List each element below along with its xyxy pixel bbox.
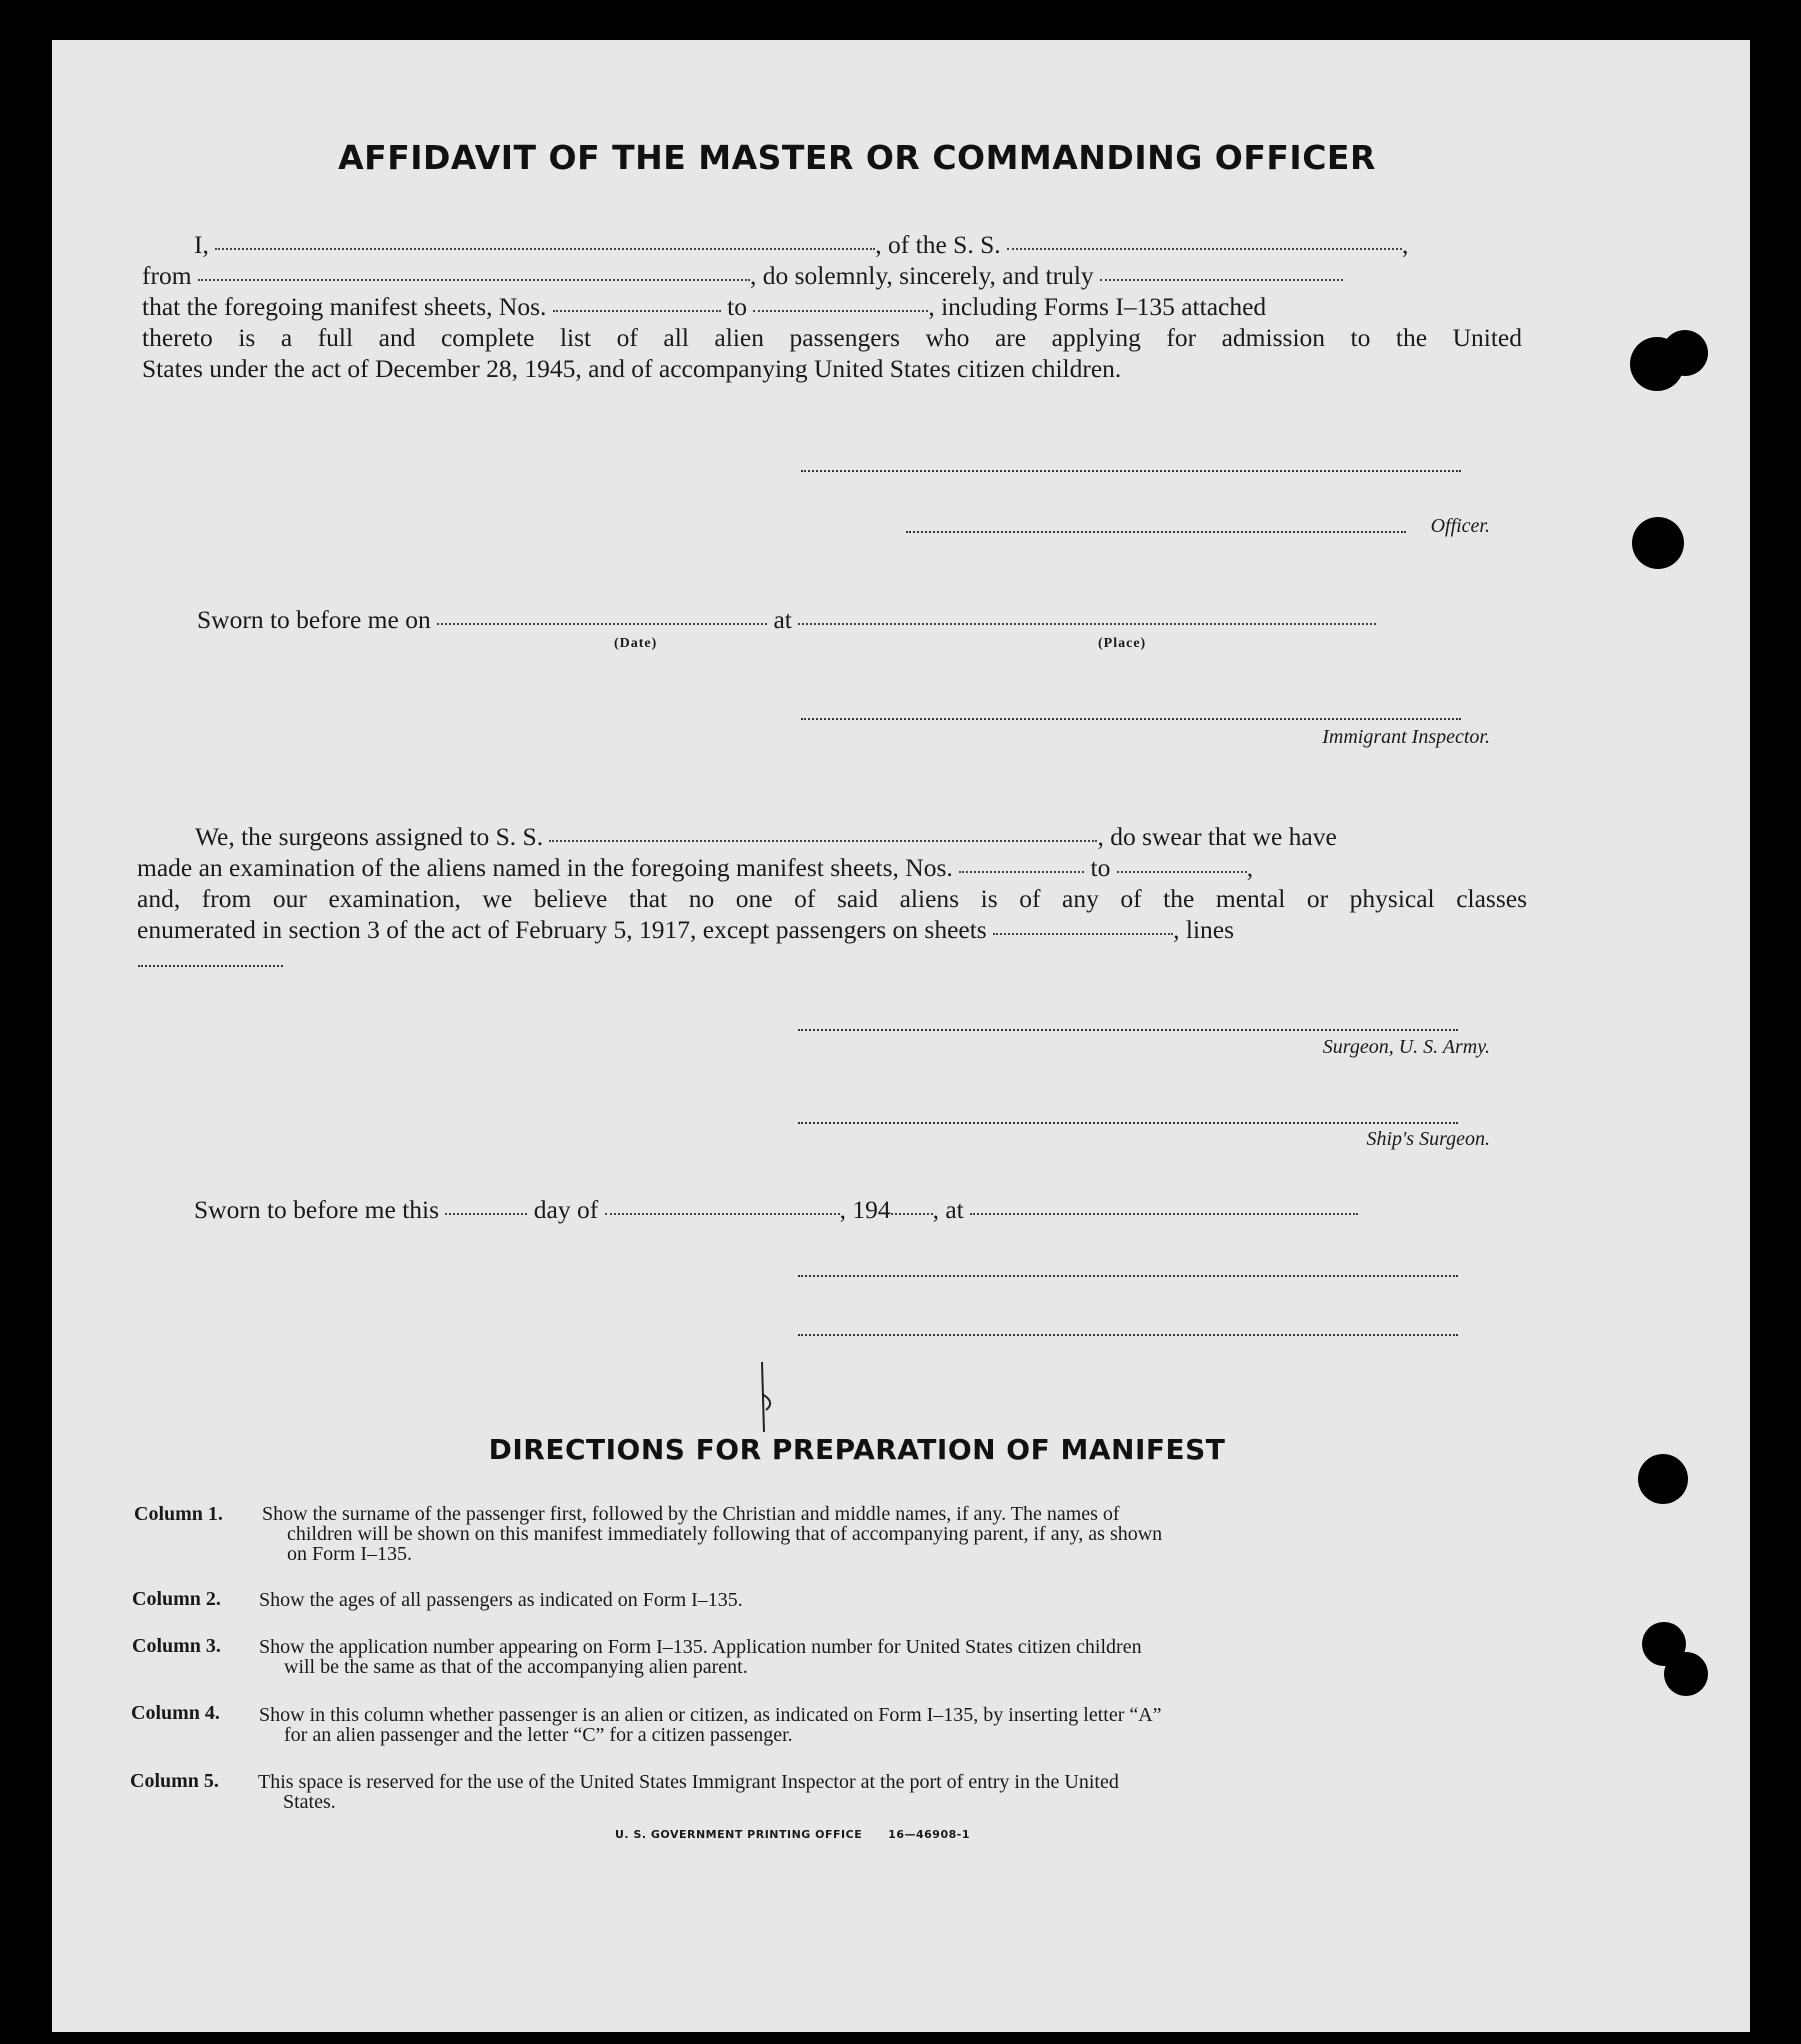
- place-caption: (Place): [1098, 636, 1147, 651]
- sworn-date-field[interactable]: [437, 623, 767, 625]
- sworn-month-field[interactable]: [605, 1213, 840, 1215]
- sworn-place-field-2[interactable]: [970, 1213, 1358, 1215]
- sheets-to-field[interactable]: [753, 310, 928, 312]
- officer-label: Officer.: [1430, 515, 1490, 537]
- affidavit-line-2: from , do solemnly, sincerely, and truly: [142, 260, 1522, 291]
- affidavit-line-5: States under the act of December 28, 1945, and of accompanying United States citizen children.: [142, 354, 1122, 383]
- truly-field[interactable]: [1100, 279, 1343, 281]
- sworn-day-field[interactable]: [445, 1213, 527, 1215]
- surgeon-ship-field[interactable]: [549, 840, 1097, 842]
- surgeon-sheets-from-field[interactable]: [959, 871, 1084, 873]
- sworn-line-1: Sworn to before me on at: [197, 604, 1517, 635]
- column-5-label: Column 5.: [130, 1770, 219, 1792]
- army-surgeon-signature-line[interactable]: [798, 1029, 1458, 1031]
- column-2-label: Column 2.: [132, 1588, 221, 1610]
- punch-hole: [1664, 1652, 1708, 1696]
- surgeons-line-1: We, the surgeons assigned to S. S. , do swear that we have: [195, 822, 1337, 851]
- ship-surgeon-label: Ship's Surgeon.: [1366, 1128, 1490, 1150]
- date-caption: (Date): [614, 636, 658, 651]
- sworn-place-field[interactable]: [798, 623, 1376, 625]
- affidavit-line-1: I, , of the S. S. ,: [194, 230, 1409, 259]
- name-field[interactable]: [215, 248, 875, 250]
- except-lines-field[interactable]: [138, 965, 283, 967]
- surgeons-line-4: enumerated in section 3 of the act of February 5, 1917, except passengers on sheets , lines: [137, 915, 1235, 944]
- printing-office-footer: U. S. GOVERNMENT PRINTING OFFICE 16—46908-1: [615, 1828, 970, 1841]
- inspector-signature-line[interactable]: [801, 718, 1461, 720]
- column-2-text: Show the ages of all passengers as indicated on Form I–135.: [259, 1589, 743, 1611]
- inspector-label: Immigrant Inspector.: [1322, 726, 1490, 748]
- punch-hole: [1662, 330, 1708, 376]
- surgeons-line-3: and, from our examination, we believe that no one of said aliens is of any of the mental or physical classes: [137, 884, 1527, 913]
- officer-signature-line[interactable]: [801, 470, 1461, 472]
- except-sheets-field[interactable]: [993, 933, 1173, 935]
- sheets-from-field[interactable]: [553, 310, 721, 312]
- column-5-text: This space is reserved for the use of the United States Immigrant Inspector at the port of entry in the United States.: [258, 1771, 1119, 1813]
- sworn-signature-line-2[interactable]: [798, 1334, 1458, 1336]
- ship-name-field[interactable]: [1007, 248, 1402, 250]
- army-surgeon-label: Surgeon, U. S. Army.: [1322, 1036, 1490, 1058]
- punch-hole: [1638, 1454, 1688, 1504]
- sworn-line-2: Sworn to before me this day of , 194 , at: [194, 1194, 1524, 1225]
- column-3-text: Show the application number appearing on Form I–135. Application number for United States citizen children will be the same as that of the accompanying alien parent.: [259, 1636, 1142, 1678]
- surgeon-sheets-to-field[interactable]: [1117, 871, 1247, 873]
- column-3-label: Column 3.: [132, 1635, 221, 1657]
- column-1-label: Column 1.: [134, 1503, 223, 1525]
- sworn-year-field[interactable]: [891, 1213, 933, 1215]
- affidavit-line-4: thereto is a full and complete list of all alien passengers who are applying for admission to the United: [142, 323, 1522, 352]
- officer-title-line[interactable]: [906, 531, 1406, 533]
- punch-hole: [1632, 517, 1684, 569]
- sworn-signature-line-1[interactable]: [798, 1275, 1458, 1277]
- ship-surgeon-signature-line[interactable]: [798, 1122, 1458, 1124]
- from-field[interactable]: [198, 279, 750, 281]
- column-4-label: Column 4.: [131, 1702, 220, 1724]
- column-4-text: Show in this column whether passenger is an alien or citizen, as indicated on Form I–135, by inserting letter “A” for an alien passenger and the letter “C” for a citizen passenger.: [259, 1704, 1162, 1746]
- affidavit-title: AFFIDAVIT OF THE MASTER OR COMMANDING OFFICER: [338, 138, 1376, 177]
- column-1-text: Show the surname of the passenger first, followed by the Christian and middle names, if any. The names of children will be shown on this manifest immediately following that of accompanying parent, if any, as shown on Form I–135.: [262, 1503, 1163, 1565]
- pen-mark: [752, 1358, 792, 1438]
- form-page: [52, 40, 1750, 2032]
- affidavit-line-3: that the foregoing manifest sheets, Nos. to , including Forms I–135 attached: [142, 292, 1267, 321]
- surgeons-line-2: made an examination of the aliens named in the foregoing manifest sheets, Nos. to ,: [137, 853, 1254, 882]
- directions-title: DIRECTIONS FOR PREPARATION OF MANIFEST: [488, 1433, 1226, 1466]
